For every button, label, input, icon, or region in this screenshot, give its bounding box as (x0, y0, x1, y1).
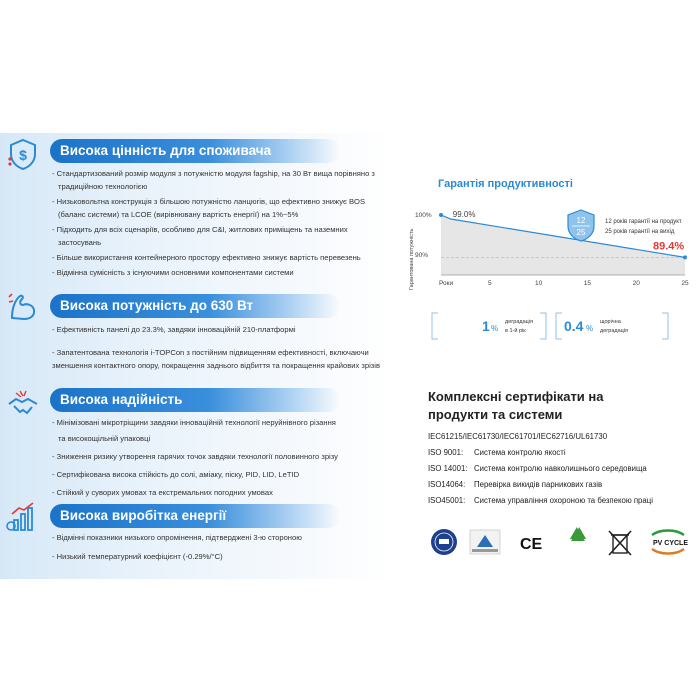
annotation-end: 89.4% (653, 240, 685, 253)
section-list-reliability (52, 418, 387, 503)
certificates-title (428, 388, 604, 424)
certificate-value: Система управління охороною та безпекою праці (474, 496, 653, 505)
list-item: - Ефективність панелі до 23.3%, завдяки інноваційній 210-платформі (52, 325, 296, 334)
growth-chart-icon (6, 500, 40, 534)
list-item: - Відмінна сумісність з існуючими основними компонентами системи (52, 268, 294, 277)
x-axis-label: Роки (439, 280, 454, 287)
list-item: традиційною технологією (58, 182, 148, 191)
list-item: - Стандартизований розмір модуля з потужністю модуля fagship, на 30 Вт вища порівняно з (52, 169, 375, 178)
certification-logos (430, 525, 692, 559)
box2-unit: % (586, 324, 594, 333)
list-item: - Сертифікована висока стійкість до солі, аміаку, піску, PID, LID, LeTID (52, 470, 300, 479)
point-end (683, 255, 687, 259)
handshake-icon (6, 388, 40, 422)
badge-line-2: 25 років гарантії на вихід (605, 229, 675, 235)
certificate-value: Система контролю навколишнього середовища (474, 464, 647, 473)
section-title-high-power: Висока потужність до 630 Вт (50, 294, 340, 318)
badge-line-1: 12 років гарантії на продукт (605, 219, 682, 225)
warranty-title: Гарантія продуктивності (438, 178, 573, 190)
list-item: (баланс системи) та LCOE (вирівнювану вартість енергії) на 1%~5% (58, 210, 299, 219)
list-item: - Підходить для всіх сценаріїв, особливо для C&I, житлових приміщень та наземних (52, 225, 348, 234)
box1-line-1: деградація (505, 319, 534, 325)
list-item: - Низький температурний коефіцієнт (-0.29%/°C) (52, 552, 223, 561)
ce-mark-text: CE (520, 536, 543, 553)
money-shield-icon (6, 137, 40, 171)
section-title-energy-yield: Висока виробітка енергії (50, 504, 340, 528)
svg-text:$: $ (19, 147, 27, 163)
certificates-list (428, 432, 653, 512)
box2-line-2: деградація (600, 328, 629, 334)
box2-value: 0.4 (564, 318, 584, 334)
list-item: - Мінімізовані мікротріщини завдяки інноваційній технології неруйнівного різання (52, 418, 336, 427)
list-item: - Зниження ризику утворення гарячих точок завдяки технології половинного зрізу (52, 452, 338, 461)
warranty-panel (392, 133, 700, 579)
list-item: - Запатентована технологія i-TOPCon з постійним підвищенням ефективності, включаючи (52, 348, 369, 357)
list-item: та високощільній упаковці (58, 434, 151, 443)
box1-value: 1 (482, 318, 490, 334)
section-list-high-power (52, 325, 387, 376)
certificate-value: Система контролю якості (474, 448, 566, 457)
certificate-item (428, 496, 653, 505)
list-item: - Більше використання контейнерного простору ефективно знижує вартість перевезень (52, 253, 361, 262)
certificate-value: IEC61215/IEC61730/IEC61701/IEC62716/UL61730 (428, 432, 608, 441)
certificate-key: ISO 9001: (428, 448, 464, 457)
degradation-boxes (430, 307, 670, 345)
x-tick-label: 10 (534, 280, 543, 287)
section-title-consumer-value: Висока цінність для споживача (50, 139, 340, 163)
pv-cycle-text: PV CYCLE (653, 540, 689, 547)
certificate-item (428, 448, 653, 457)
certificates-title-line-2: продукти та системи (428, 407, 563, 422)
ce-mark-icon (520, 536, 543, 553)
y-tick-label: 100% (415, 212, 432, 219)
weee-bin-icon (609, 531, 631, 555)
badge-top: 12 (576, 216, 586, 225)
list-item: - Низьковольтна конструкція з більшою потужністю ланцюгів, що ефективно знижує BOS (52, 197, 366, 206)
x-tick-label: 5 (487, 280, 492, 287)
y-tick-label: 90% (415, 252, 429, 259)
x-tick-label: 15 (583, 280, 592, 287)
point-start (439, 213, 443, 217)
badge-bottom: 25 (576, 228, 586, 237)
certificate-key: ISO14064: (428, 480, 466, 489)
section-list-consumer-value (52, 169, 387, 283)
muscle-arm-icon (6, 290, 40, 324)
certificate-key: ISO 14001: (428, 464, 468, 473)
y-axis-label: Гарантована потужність (409, 228, 415, 290)
section-title-reliability: Висока надійність (50, 388, 340, 412)
pv-cycle-logo-icon (652, 531, 688, 554)
tuv-rheinland-logo-icon (470, 530, 500, 554)
recycle-icon (570, 527, 586, 544)
tuv-logo-icon (431, 529, 457, 555)
certificate-key: ISO45001: (428, 496, 466, 505)
box1-unit: % (491, 324, 499, 333)
x-tick-label: 25 (681, 280, 689, 287)
certificate-item (428, 464, 653, 473)
list-item: застосувань (58, 238, 102, 247)
list-item: - Стійкий у суворих умовах та екстремальних погодних умовах (52, 488, 273, 497)
certificates-title-line-1: Комплексні сертифікати на (428, 389, 604, 404)
list-item: - Відмінні показники низького опромінення, підтверджені 3-ю стороною (52, 533, 302, 542)
x-tick-label: 20 (632, 280, 640, 287)
annotation-start: 99.0% (452, 210, 476, 219)
certificate-value: Перевірка викидів парникових газів (474, 480, 603, 489)
box1-line-2: в 1-й рік (505, 328, 526, 334)
warranty-chart (405, 205, 695, 305)
certificate-item (428, 432, 653, 441)
box2-line-1: щорічна (600, 319, 621, 325)
list-item: зменшення контактного опору, покращення заднього відбиття та покращення крайових зрізів (52, 361, 380, 370)
section-list-energy-yield (52, 533, 387, 567)
certificate-item (428, 480, 653, 489)
